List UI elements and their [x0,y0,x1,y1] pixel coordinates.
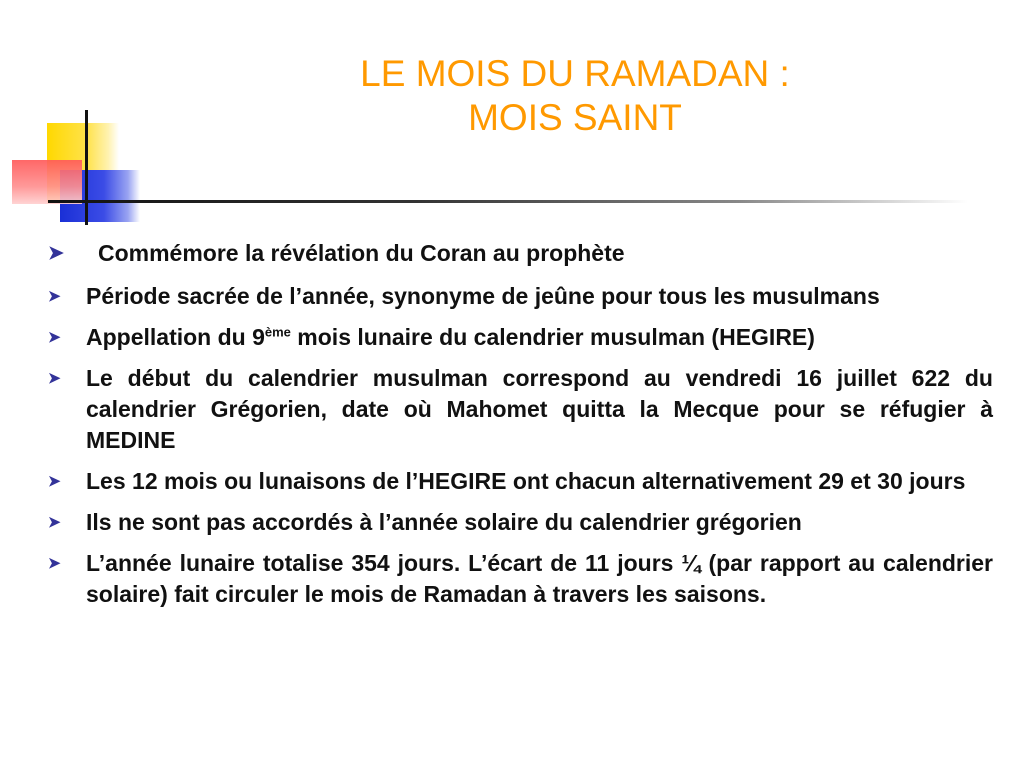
bullet-text-before: Appellation du 9 [86,324,265,350]
arrowhead-bullet-icon: ➤ [48,514,61,531]
list-item [48,507,993,538]
title-line-2: MOIS SAINT [468,97,682,138]
vertical-rule-decoration [85,110,88,225]
bullet-text: Période sacrée de l’année, synonyme de jeûne pour tous les musulmans [86,283,880,309]
list-item [48,466,993,497]
bullet-superscript: ème [264,324,291,340]
red-square-decoration [12,160,82,204]
list-item [48,238,993,269]
slide-title [250,52,900,140]
bullet-text: Commémore la révélation du Coran au prophète [98,240,625,266]
bullet-text: Le début du calendrier musulman correspond au vendredi 16 juillet 622 du calendrier Grégorien, date où Mahomet quitta la Mecque pour se réfugier à MEDINE [86,365,993,453]
list-item [48,281,993,312]
bullet-list [48,238,993,620]
arrowhead-bullet-icon: ➤ [48,243,64,264]
bullet-text-after: mois lunaire du calendrier musulman (HEGIRE) [290,324,815,350]
horizontal-rule-decoration [48,200,968,203]
arrowhead-bullet-icon: ➤ [48,370,61,387]
arrowhead-bullet-icon: ➤ [48,288,61,305]
list-item [48,548,993,610]
bullet-text: Ils ne sont pas accordés à l’année solaire du calendrier grégorien [86,509,802,535]
title-line-1: LE MOIS DU RAMADAN : [360,53,790,94]
arrowhead-bullet-icon: ➤ [48,473,61,490]
list-item [48,363,993,456]
bullet-text: Les 12 mois ou lunaisons de l’HEGIRE ont chacun alternativement 29 et 30 jours [86,468,966,494]
arrowhead-bullet-icon: ➤ [48,329,61,346]
bullet-text: L’année lunaire totalise 354 jours. L’écart de 11 jours ¼ (par rapport au calendrier solaire) fait circuler le mois de Ramadan à travers les saisons. [86,550,993,607]
arrowhead-bullet-icon: ➤ [48,555,61,572]
list-item [48,322,993,353]
